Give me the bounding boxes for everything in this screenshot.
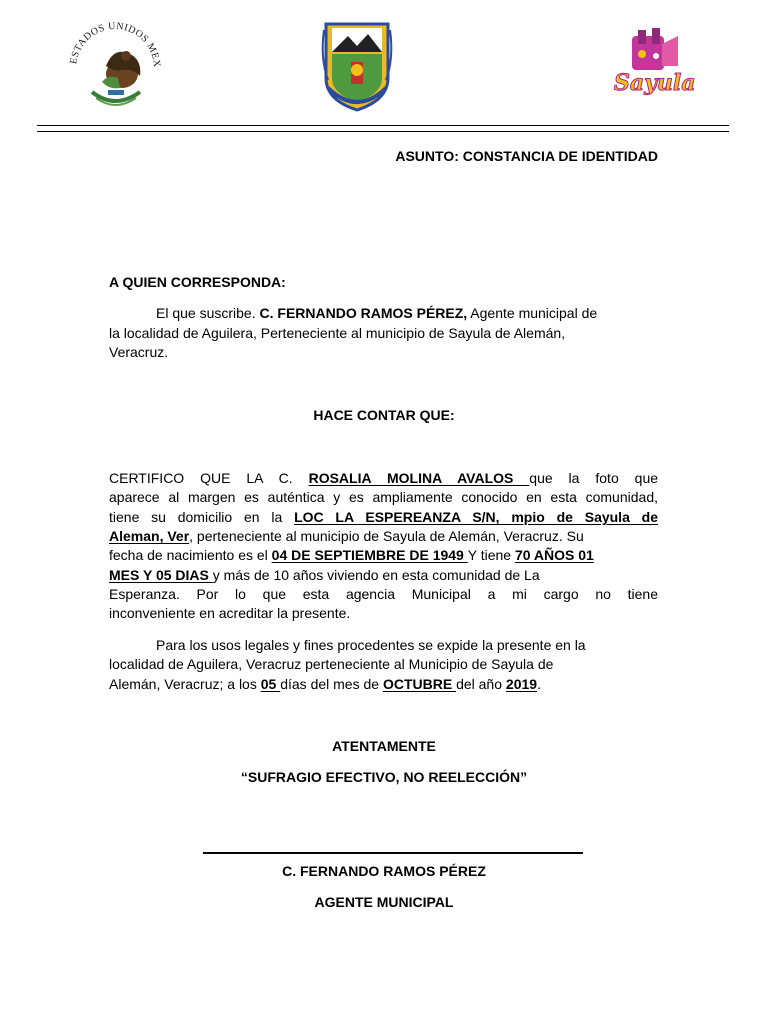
- cert-age-prefix: Y tiene: [467, 547, 515, 563]
- cert-birth-prefix: fecha de nacimiento es el: [109, 547, 272, 563]
- signer-title: AGENTE MUNICIPAL: [314, 894, 454, 910]
- sayula-logo: [612, 26, 700, 104]
- mexico-coat-of-arms-seal: [62, 16, 168, 114]
- intro-line-1: [109, 304, 658, 324]
- section-heading: HACE CONTAR QUE:: [313, 407, 455, 423]
- cert-line-3: [109, 508, 658, 528]
- intro-signer-name: C. FERNANDO RAMOS PÉREZ,: [259, 305, 468, 321]
- subject-line: ASUNTO: CONSTANCIA DE IDENTIDAD: [395, 148, 658, 164]
- usos-day: 05: [260, 676, 281, 692]
- signature-line: [203, 852, 583, 854]
- cert-suffix: que la foto que: [529, 470, 659, 486]
- cert-line-2: aparece al margen es auténtica y es ampliamente conocido en esta comunidad,: [109, 489, 658, 505]
- usos-date-prefix: Alemán, Veracruz; a los: [109, 676, 261, 692]
- cert-address: LOC LA ESPEREANZA S/N, mpio de Sayula de: [294, 509, 658, 525]
- seal-left-text: ESTADOS UNIDOS MEX: [68, 20, 163, 69]
- usos-month-prefix: días del mes de: [280, 676, 383, 692]
- cert-age: 70 AÑOS 01: [514, 547, 594, 563]
- cert-line-6: [109, 566, 658, 586]
- cert-age-cont: MES Y 05 DIAS: [109, 567, 213, 583]
- cert-line-7: Esperanza. Por lo que esta agencia Municipal a mi cargo no tiene: [109, 586, 658, 602]
- cert-birth-date: 04 DE SEPTIEMBRE DE 1949: [271, 547, 468, 563]
- cert-address-suffix: , perteneciente al municipio de Sayula de Alemán, Veracruz. Su: [189, 528, 584, 544]
- intro-line-2: la localidad de Aguilera, Perteneciente al municipio de Sayula de Alemán,: [109, 325, 566, 341]
- usos-year: 2019: [505, 676, 538, 692]
- cert-prefix: CERTIFICO QUE LA C.: [109, 470, 293, 486]
- closing-atentamente: ATENTAMENTE: [332, 738, 436, 754]
- cert-address-prefix: tiene su domicilio en la: [109, 509, 283, 525]
- usos-year-prefix: del año: [456, 676, 506, 692]
- logo-text: Sayula: [614, 70, 696, 96]
- usos-month: OCTUBRE: [382, 676, 457, 692]
- cert-line-4: [109, 527, 658, 547]
- municipal-shield-seal: [318, 18, 396, 114]
- closing-motto: “SUFRAGIO EFECTIVO, NO REELECCIÓN”: [240, 769, 528, 785]
- usos-line-2: localidad de Aguilera, Veracruz perteneciente al Municipio de Sayula de: [109, 656, 554, 672]
- cert-person-name: ROSALIA MOLINA AVALOS: [308, 470, 530, 486]
- usos-period: .: [537, 676, 541, 692]
- usos-line-1: Para los usos legales y fines procedentes se expide la presente en la: [156, 637, 586, 653]
- intro-line-3: Veracruz.: [109, 344, 169, 360]
- signer-name: C. FERNANDO RAMOS PÉREZ: [282, 863, 486, 879]
- cert-residence: y más de 10 años viviendo en esta comunidad de La: [212, 567, 540, 583]
- salutation: A QUIEN CORRESPONDA:: [109, 274, 286, 290]
- intro-suffix: Agente municipal de: [467, 305, 598, 321]
- intro-prefix: El que suscribe.: [156, 305, 260, 321]
- cert-address-cont: Aleman, Ver: [109, 528, 190, 544]
- cert-line-8: inconveniente en acreditar la presente.: [109, 605, 351, 621]
- usos-line-3: [109, 675, 658, 695]
- header-rule-top: [37, 125, 729, 126]
- cert-line-1: [109, 469, 658, 489]
- cert-line-5: [109, 546, 658, 566]
- header-rule-bottom: [37, 131, 729, 132]
